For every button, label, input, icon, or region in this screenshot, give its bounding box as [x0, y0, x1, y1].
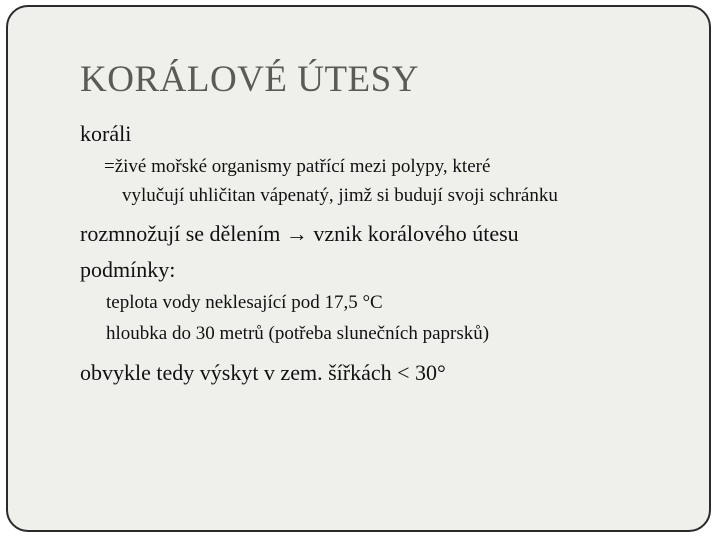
bullet-text: koráli [80, 121, 132, 146]
slide-title: KORÁLOVÉ ÚTESY [80, 59, 419, 100]
definition-line-2: vylučují uhličitan vápenatý, jimž si budují svoji schránku [122, 185, 558, 206]
bullet-text: rozmnožují se dělením → vznik korálového útesu [80, 221, 519, 246]
bullet-item-rozmnozovani [80, 221, 519, 247]
subbullet-item-hloubka [106, 323, 489, 345]
bullet-text: obvykle tedy výskyt v zem. šířkách < 30° [80, 360, 446, 385]
bullet-text: hloubka do 30 metrů (potřeba slunečních paprsků) [106, 323, 490, 344]
bullet-item-vyskyt [80, 360, 446, 386]
bullet-item-podminky [80, 257, 175, 283]
bullet-item-korali [80, 121, 131, 147]
bullet-text: podmínky: [80, 257, 176, 282]
subbullet-item-teplota [106, 292, 383, 314]
bullet-text: teplota vody neklesající pod 17,5 °C [106, 292, 383, 313]
definition-line-1: =živé mořské organismy patřící mezi polypy, které [104, 156, 491, 177]
